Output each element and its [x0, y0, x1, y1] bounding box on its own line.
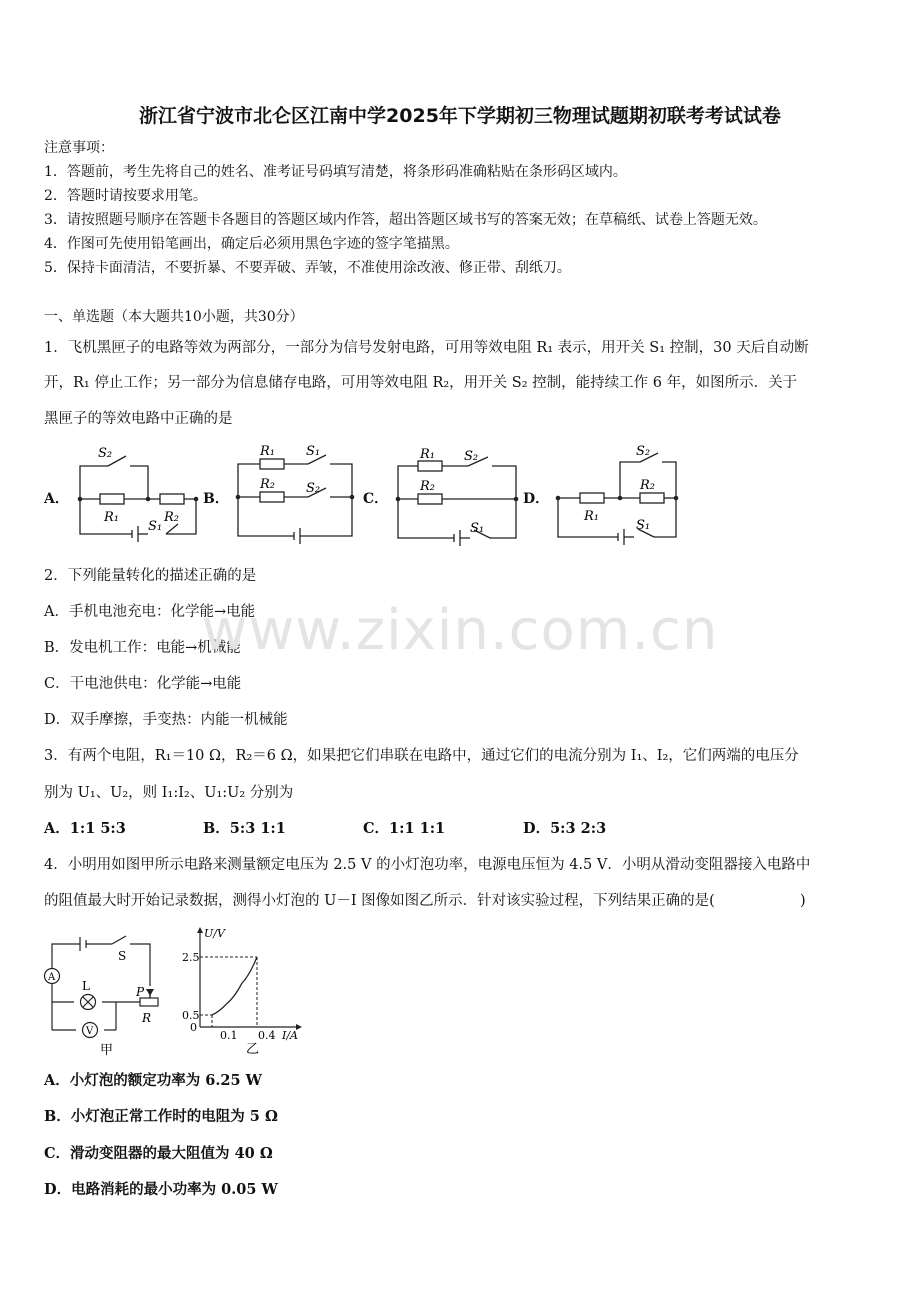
iv-curve — [212, 957, 257, 1015]
figure-caption-yi: 乙 — [246, 1042, 260, 1057]
label-r1: R₁ — [584, 509, 599, 524]
switch-label: S — [118, 949, 127, 963]
x-axis-label: I/A — [282, 1029, 298, 1042]
q3-stem-line: 3．有两个电阻，R₁＝10 Ω，R₂＝6 Ω，如果把它们串联在电路中，通过它们的电流分别为 I₁、I₂，它们两端的电压分 — [44, 748, 799, 764]
notice-item: 3．请按照题号顺序在答题卡各题目的答题区域内作答，超出答题区域书写的答案无效；在草稿纸、试卷上答题无效。 — [44, 212, 767, 228]
label-s1: S₁ — [148, 519, 163, 534]
figure-caption-jia: 甲 — [100, 1043, 114, 1058]
q1-stem-line: 黑匣子的等效电路中正确的是 — [44, 411, 233, 427]
label-r2: R₂ — [640, 478, 655, 493]
q1-stem-line: 1．飞机黑匣子的电路等效为两部分，一部分为信号发射电路，可用等效电阻 R₁ 表示，用开关 S₁ 控制，30 天后自动断 — [44, 340, 809, 356]
x-tick-label: 0.4 — [258, 1029, 276, 1042]
q4-option-c: C．滑动变阻器的最大阻值为 40 Ω — [44, 1145, 273, 1162]
watermark: www.zixin.com.cn — [201, 598, 719, 663]
q4-option-b: B．小灯泡正常工作时的电阻为 5 Ω — [44, 1108, 278, 1125]
notice-item: 4．作图可先使用铅笔画出，确定后必须用黑色字迹的签字笔描黑。 — [44, 236, 459, 252]
label-s2: S₂ — [464, 449, 479, 464]
q2-option-c: C．干电池供电：化学能→电能 — [44, 676, 242, 692]
notice-item: 2．答题时请按要求用笔。 — [44, 188, 207, 204]
q4-stem-line: 4．小明用如图甲所示电路来测量额定电压为 2.5 V 的小灯泡功率，电源电压恒为 4.5 V．小明从滑动变阻器接入电路中 — [44, 857, 811, 873]
label-s1: S₁ — [306, 444, 321, 459]
q3-stem-line: 别为 U₁、U₂，则 I₁:I₂、U₁:U₂ 分别为 — [44, 785, 294, 801]
q3-option-b: B．5:3 1:1 — [203, 820, 286, 837]
label-s2: S₂ — [306, 481, 321, 496]
label-s2: S₂ — [98, 446, 113, 461]
circuit-diagram-b — [230, 440, 360, 550]
q2-option-d: D．双手摩擦，手变热：内能一机械能 — [44, 712, 288, 728]
rheostat-label: R — [142, 1011, 152, 1025]
q4-option-a: A．小灯泡的额定功率为 6.25 W — [44, 1072, 262, 1089]
circuit-diagram-d — [550, 438, 690, 553]
ui-graph — [180, 925, 310, 1055]
voltmeter-label: V — [86, 1026, 94, 1037]
y-tick-label: 2.5 — [182, 951, 200, 964]
circuit-diagram-c — [390, 442, 530, 552]
q4-stem-line: 的阻值最大时开始记录数据，测得小灯泡的 U－I 图像如图乙所示．针对该实验过程，下列结果正确的是( — [44, 893, 715, 909]
q3-option-c: C．1:1 1:1 — [363, 820, 446, 837]
q3-option-a: A．1:1 5:3 — [44, 820, 126, 837]
q1-option-d-label: D． — [523, 491, 550, 507]
q2-stem: 2．下列能量转化的描述正确的是 — [44, 568, 257, 584]
section-heading: 一、单选题（本大题共10小题，共30分） — [44, 309, 304, 325]
y-axis-label: U/V — [204, 927, 225, 940]
q2-option-a: A．手机电池充电：化学能→电能 — [44, 604, 256, 620]
label-r1: R₁ — [260, 444, 275, 459]
circuit-diagram-jia — [40, 932, 170, 1057]
ammeter-label: A — [48, 972, 56, 983]
q4-answer-paren-close: ) — [800, 893, 806, 909]
circuit-diagram-a — [68, 442, 208, 552]
lamp-label: L — [82, 979, 90, 993]
q3-option-d: D．5:3 2:3 — [523, 820, 607, 837]
slider-label: P — [136, 985, 145, 999]
label-s1: S₁ — [470, 521, 485, 536]
notice-item: 1．答题前，考生先将自己的姓名、准考证号码填写清楚，将条形码准确粘贴在条形码区域内。 — [44, 164, 627, 180]
label-r2: R₂ — [420, 479, 435, 494]
label-s2: S₂ — [636, 444, 651, 459]
q2-option-b: B．发电机工作：电能→机械能 — [44, 640, 241, 656]
q1-option-a-label: A． — [44, 491, 69, 507]
label-s1: S₁ — [636, 518, 651, 533]
q1-option-c-label: C． — [363, 491, 389, 507]
label-r2: R₂ — [260, 477, 275, 492]
notice-item: 5．保持卡面清洁，不要折暴、不要弄破、弄皱，不准使用涂改液、修正带、刮纸刀。 — [44, 260, 571, 276]
label-r1: R₁ — [104, 510, 119, 525]
y-tick-label: 0.5 — [182, 1009, 200, 1022]
label-r1: R₁ — [420, 447, 435, 462]
q1-option-b-label: B． — [203, 491, 229, 507]
x-tick-label: 0.1 — [220, 1029, 238, 1042]
page-title: 浙江省宁波市北仑区江南中学2025年下学期初三物理试题期初联考考试试卷 — [139, 105, 781, 127]
label-r2: R₂ — [164, 510, 179, 525]
q1-stem-line: 开，R₁ 停止工作；另一部分为信息储存电路，可用等效电阻 R₂，用开关 S₂ 控制，能持续工作 6 年，如图所示．关于 — [44, 375, 798, 391]
q4-option-d: D．电路消耗的最小功率为 0.05 W — [44, 1181, 278, 1198]
notice-heading: 注意事项： — [44, 140, 114, 156]
origin-label: 0 — [190, 1021, 197, 1034]
